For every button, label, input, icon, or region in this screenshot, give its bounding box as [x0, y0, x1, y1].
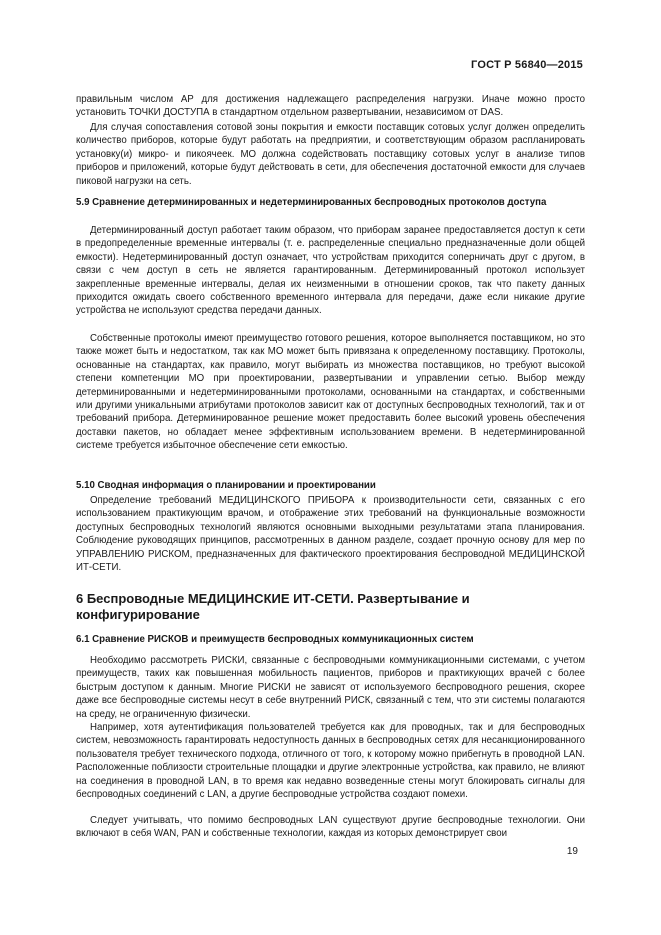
- paragraph-risks: Необходимо рассмотреть РИСКИ, связанные с беспроводными коммуникационными системами, с учетом преимуществ, таких как повышенная мобильность пациентов, приборов и практикующих врачей с более быстрым доступом к данным. Многие РИСКИ не зависят от используемого беспроводного решения, скорее даже все беспроводные системы несут в себе внутренний РИСК, связанный с тем, что эти системы полагаются на среду, не ограниченную физически.: [76, 655, 585, 720]
- paragraph-proprietary-protocols: Собственные протоколы имеют преимущество готового решения, которое выполняется поставщиком, но это также может быть и недостатком, так как МО может быть привязана к определенному поставщику. Протоколы, основанные на стандартах, как правило, могут выбирать из множества поставщиков, но требуют высокой степени компетенции МО при проектировании, развертывании и управлении сетью. Выбор между детерминированными и недетерминированными протоколами, основанными на стандартах, и собственными или другими уникальными атрибутами протоколов зависит как от доступных беспроводных технологий, так и от требований прибора. Детерминированное решение может предоставить более высокий уровень обеспечения доставки пакетов, но обладает менее эффективным использованием времени. В недетерминированной системе требуется избыточное обеспечение сети емкостью.: [76, 333, 585, 452]
- chapter-heading-6: 6 Беспроводные МЕДИЦИНСКИЕ ИТ-СЕТИ. Развертывание и конфигурирование: [76, 591, 470, 622]
- standard-number: ГОСТ Р 56840—2015: [471, 59, 583, 71]
- paragraph-other-technologies: Следует учитывать, что помимо беспроводных LAN существуют другие беспроводные технологии. Они включают в себя WAN, PAN и собственные технологии, каждая из которых демонстрирует свои: [76, 815, 585, 840]
- section-heading-5-9: 5.9 Сравнение детерминированных и недетерминированных беспроводных протоколов доступа: [76, 197, 547, 208]
- paragraph-continuation: правильным числом АР для достижения надлежащего распределения нагрузки. Иначе можно просто установить ТОЧКИ ДОСТУПА в стандартном отдельном развертывании, независимом от DAS.: [76, 94, 585, 119]
- paragraph-authentication-example: Например, хотя аутентификация пользователей требуется как для проводных, так и для беспроводных систем, невозможность гарантировать недоступность данных в беспроводных сетях для несанкционированного пользователя требует технического подхода, отличного от того, к которому можно прибегнуть в проводной LAN. Расположенные поблизости строительные площадки и другие электронные устройства, как правило, не влияют на соединения в проводной LAN, в то время как недавно возведенные стены могут блокировать сигналы для беспроводных соединений с LAN, а другие беспроводные устройства создают помехи.: [76, 722, 585, 801]
- page-number: 19: [566, 846, 578, 857]
- paragraph-planning-summary: Определение требований МЕДИЦИНСКОГО ПРИБОРА к производительности сети, связанных с его использованием практикующим врачом, и отображение этих требований на функциональные возможности доступных беспроводных технологий являются основными выходными результатами этапа планирования. Соблюдение руководящих принципов, рассмотренных в данном разделе, создает прочную основу для мер по УПРАВЛЕНИЮ РИСКОМ, предназначенных для фактического проектирования беспроводной МЕДИЦИНСКОЙ ИТ-СЕТИ.: [76, 495, 585, 574]
- section-heading-5-10: 5.10 Сводная информация о планировании и проектировании: [76, 480, 376, 491]
- paragraph-deterministic-access: Детерминированный доступ работает таким образом, что приборам заранее предоставляется доступ к сети в предопределенные временные интервалы (т. е. распределенные специально предназначенные доли общей емкости). Недетерминированный доступ означает, что устройствам приходится соперничать друг с другом, в связи с чем доступ в сеть не является гарантированным. Детерминированный протокол использует закрепленные временные интервалы, делая их неизменными в отношении сроков, так что пакету данных приходится ожидать своего собственного временного интервала для передачи, даже если никакие другие устройства не используют средства передачи данных.: [76, 225, 585, 317]
- section-heading-6-1: 6.1 Сравнение РИСКОВ и преимуществ беспроводных коммуникационных систем: [76, 634, 474, 645]
- paragraph-cellular-capacity: Для случая сопоставления сотовой зоны покрытия и емкости поставщик сотовых услуг должен определить количество приборов, которые будут работать на предприятии, и соответствующим образом распланировать установку(и) микро- и пикоячеек. МО должна содействовать поставщику сотовых услуг в анализе типов приборов и приложений, которые будут действовать в сети, для обеспечения достаточной емкости для случаев пиковой нагрузки на сеть.: [76, 122, 585, 187]
